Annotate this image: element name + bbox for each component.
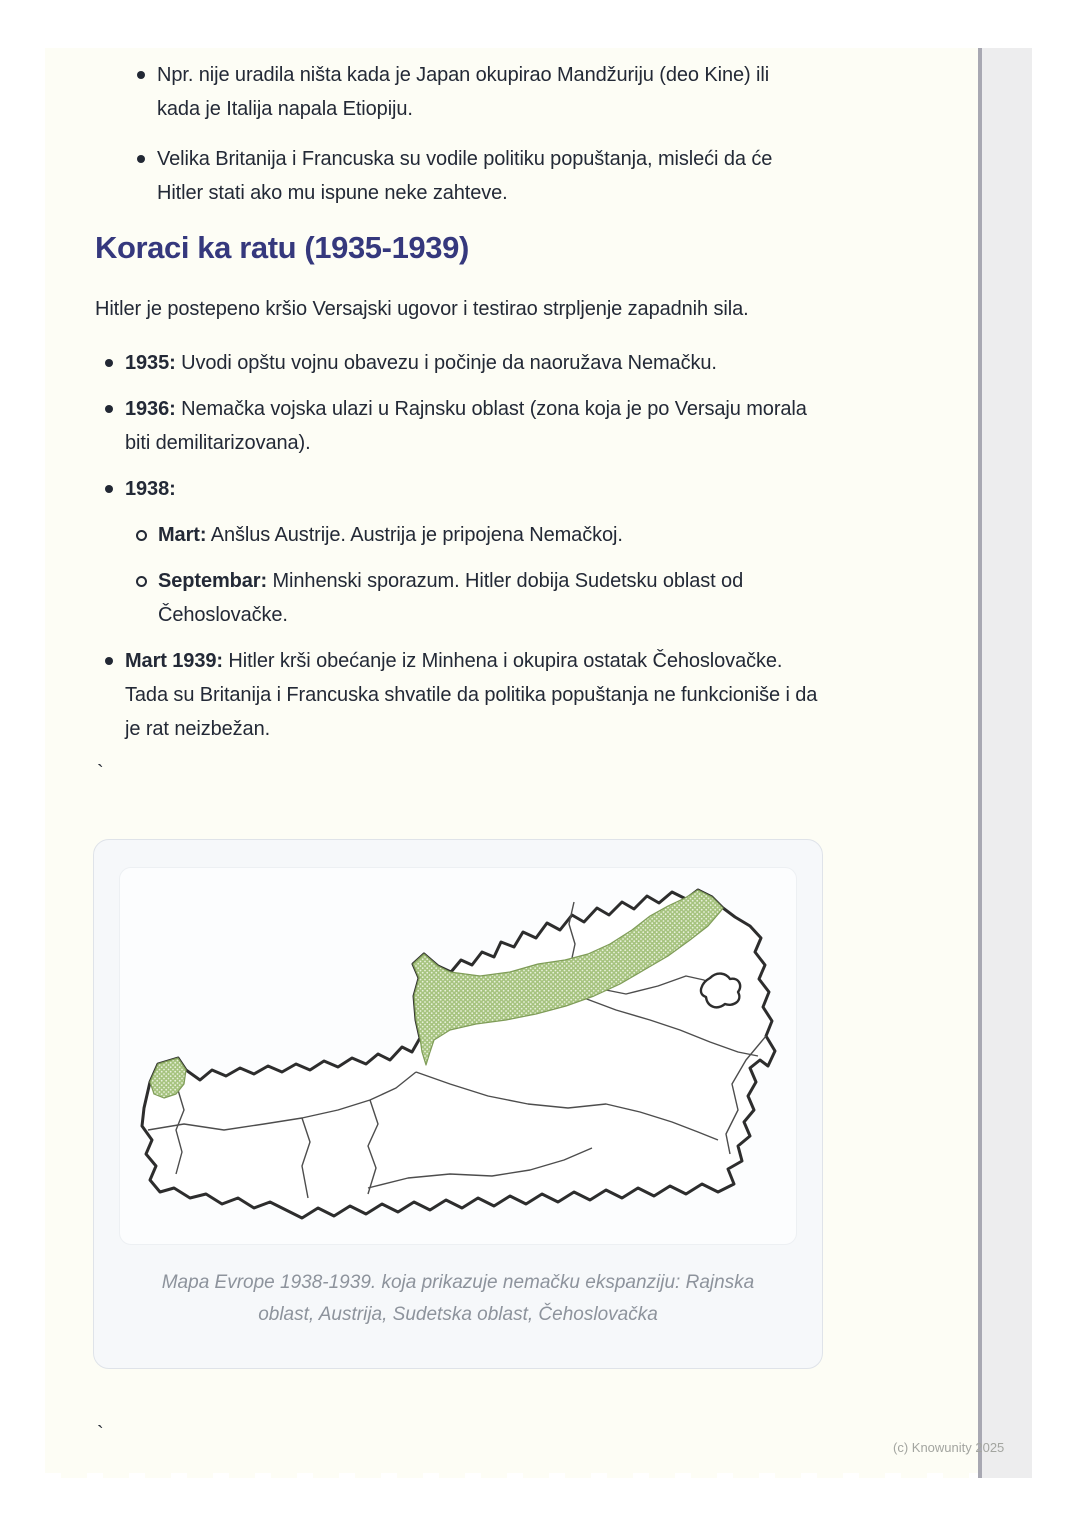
- stray-backtick: `: [97, 762, 104, 784]
- timeline-item-1936: [45, 392, 825, 460]
- vienna-outline: [701, 974, 740, 1008]
- figure-caption: Mapa Evrope 1938-1939. koja prikazuje nemačku ekspanziju: Rajnska oblast, Austrija, Sudetska oblast, Čehoslovačka: [161, 1272, 755, 1325]
- timeline-subitem-mart: [125, 518, 783, 552]
- timeline-bullet-list: [45, 346, 978, 746]
- list-item: [45, 142, 817, 210]
- austria-map: [120, 868, 797, 1245]
- timeline-text: Hitler krši obećanje iz Minhena i okupira ostatak Čehoslovačke. Tada su Britanija i Francuska shvatile da politika popuštanja ne funkcioniše i da je rat neizbežan.: [125, 650, 818, 740]
- list-item: [45, 58, 817, 126]
- timeline-text: Uvodi opštu vojnu obavezu i počinje da naoružava Nemačku.: [181, 352, 717, 374]
- intro-bullet-list: [45, 58, 978, 210]
- bullet-text: Npr. nije uradila ništa kada je Japan okupirao Mandžuriju (deo Kine) ili kada je Italija napala Etiopiju.: [157, 64, 770, 120]
- stray-backtick: `: [97, 1423, 104, 1445]
- timeline-label: Mart:: [158, 524, 207, 546]
- timeline-item-1935: [45, 346, 825, 380]
- page-content: [45, 48, 978, 1446]
- timeline-text: Anšlus Austrije. Austrija je pripojena Nemačkoj.: [210, 524, 623, 546]
- section-heading: Koraci ka ratu (1935-1939): [95, 230, 469, 265]
- timeline-label: Mart 1939:: [125, 650, 223, 672]
- sub-bullet-list: [125, 518, 825, 632]
- timeline-label: Septembar:: [158, 570, 268, 592]
- timeline-label: 1935:: [125, 352, 176, 374]
- copyright-footer: (c) Knowunity 2025: [893, 1440, 1005, 1455]
- timeline-label: 1938:: [125, 478, 176, 500]
- document-page: [45, 48, 978, 1478]
- timeline-text: Minhenski sporazum. Hitler dobija Sudetsku oblast od Čehoslovačke.: [158, 570, 744, 626]
- map-panel: [119, 867, 797, 1245]
- timeline-subitem-septembar: [125, 564, 783, 632]
- timeline-label: 1936:: [125, 398, 176, 420]
- timeline-text: Nemačka vojska ulazi u Rajnsku oblast (zona koja je po Versaju morala biti demilitarizovana).: [125, 398, 807, 454]
- timeline-item-1938: [45, 472, 825, 632]
- figure-card: [93, 839, 823, 1369]
- bullet-text: Velika Britanija i Francuska su vodile politiku popuštanja, misleći da će Hitler stati ako mu ispune neke zahteve.: [157, 148, 773, 204]
- scrollbar[interactable]: [978, 48, 1032, 1478]
- timeline-item-mart-1939: [45, 644, 825, 746]
- lead-paragraph: Hitler je postepeno kršio Versajski ugovor i testirao strpljenje zapadnih sila.: [95, 298, 749, 320]
